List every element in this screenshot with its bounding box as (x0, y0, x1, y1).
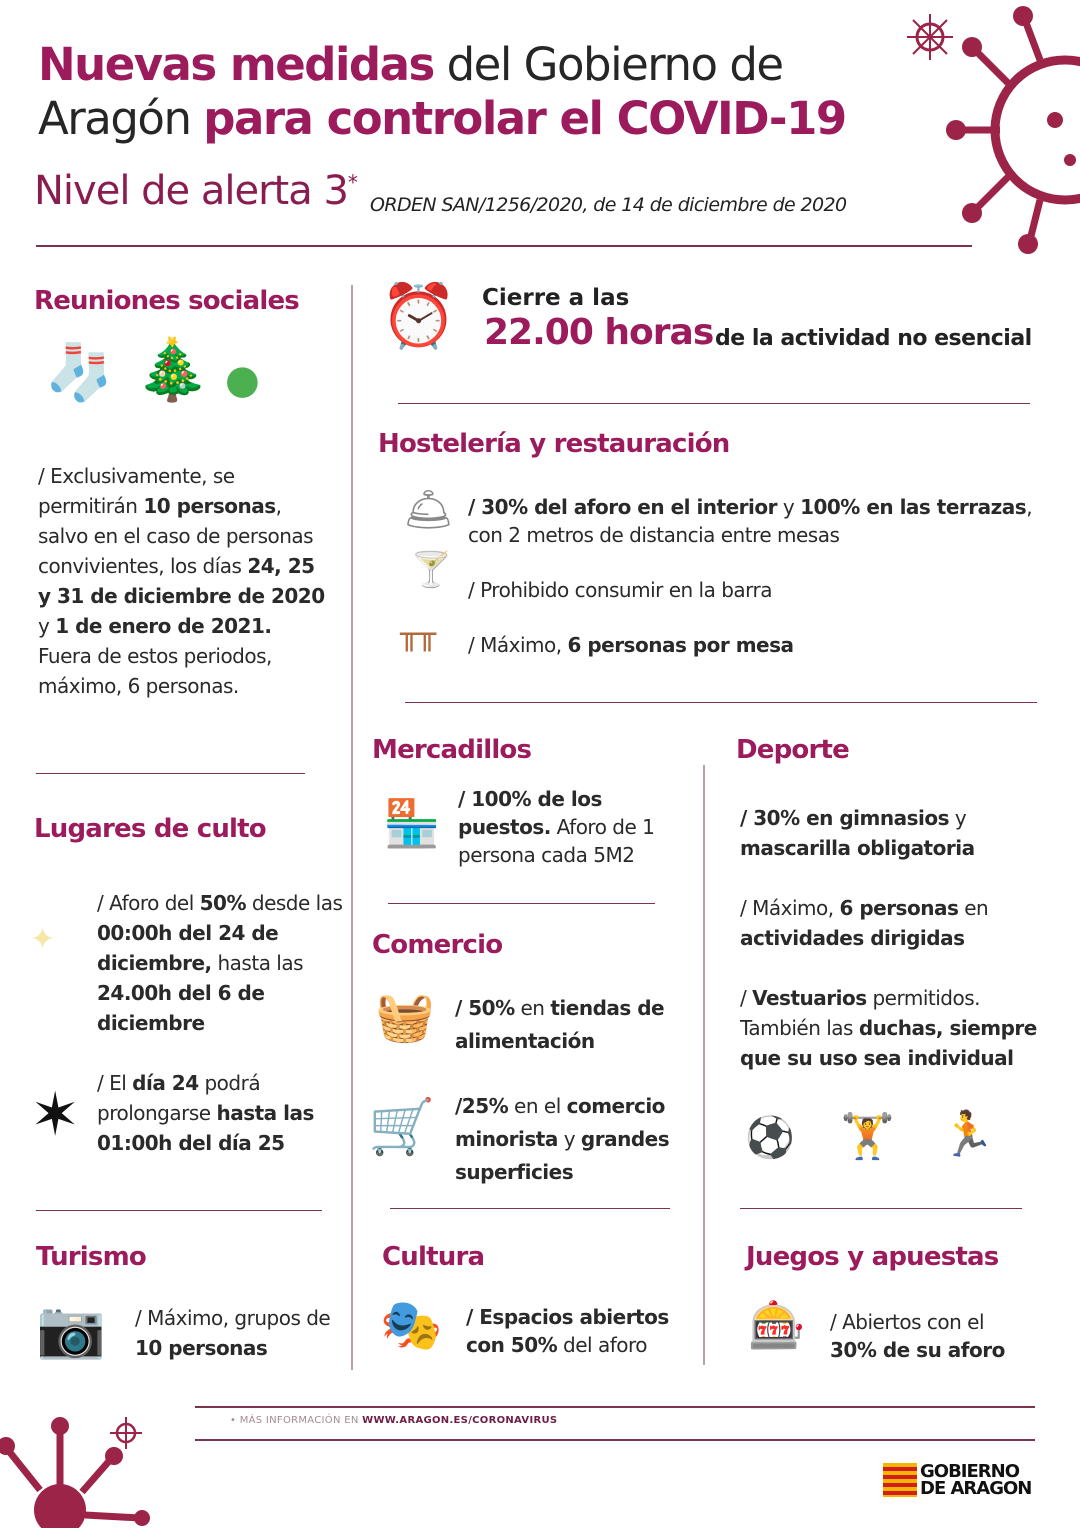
divider (398, 403, 1030, 404)
ornaments-icon: ● (225, 357, 260, 403)
closing-time: 22.00 horas (484, 312, 714, 353)
text-segment: Vestuarios (752, 986, 867, 1010)
divider (195, 1406, 1035, 1408)
aragon-flag-icon (883, 1463, 917, 1497)
culto-item-2 (97, 1068, 337, 1158)
text-segment: permitidos. También las (740, 986, 980, 1040)
section-title-cultura: Cultura (382, 1242, 485, 1272)
divider (390, 1208, 670, 1209)
text-segment: en (958, 896, 989, 920)
divider (388, 903, 655, 904)
divider (740, 1208, 1022, 1209)
text-segment: / (740, 986, 753, 1010)
text-segment: duchas, siempre que su uso sea individual (740, 1016, 1037, 1070)
more-info-link[interactable]: WWW.ARAGON.ES/CORONAVIRUS (362, 1415, 558, 1426)
text-segment: del Gobierno de (433, 38, 783, 91)
comercio-item-2 (455, 1090, 700, 1189)
section-title-turismo: Turismo (36, 1242, 146, 1272)
text-segment: en el (508, 1094, 567, 1118)
virus-icon (108, 1415, 144, 1451)
divider (195, 1439, 1035, 1441)
juegos-text (830, 1308, 1030, 1364)
text-segment: y (38, 614, 56, 638)
section-title-hosteleria: Hostelería y restauración (378, 429, 730, 459)
text-segment: 00:00h del 24 de diciembre, (97, 921, 279, 975)
virus-icon (905, 12, 955, 62)
section-title-reuniones: Reuniones sociales (34, 286, 299, 316)
shopping-cart-icon: 🛒 (368, 1095, 436, 1158)
text-segment: / Máximo, grupos de (135, 1306, 331, 1330)
text-segment: 1 de enero de 2021. (55, 614, 272, 638)
table-chairs-icon: ╥╥ (400, 617, 437, 652)
soccer-ball-icon: ⚽ (745, 1115, 795, 1161)
gobierno-aragon-logo (883, 1463, 1031, 1497)
sparkle-icon: ✦ (30, 922, 56, 957)
text-segment: / Máximo, (740, 896, 840, 920)
culto-item-1 (97, 888, 347, 1038)
virus-icon (940, 0, 1080, 260)
alarm-clock-icon: ⏰ (380, 279, 458, 352)
text-segment: del aforo (557, 1333, 647, 1357)
text-segment: hasta las 01:00h del día 25 (97, 1101, 314, 1155)
text-segment: , con 2 metros de distancia entre mesas (468, 495, 1033, 547)
cultura-text (466, 1303, 696, 1359)
closing-suffix: de la actividad no esencial (715, 326, 1032, 351)
closing-prefix: Cierre a las (482, 285, 630, 311)
theater-masks-icon: 🎭 (380, 1296, 443, 1354)
text-segment: 30% de su aforo (830, 1338, 1005, 1362)
text-segment: Fuera de estos periodos, máximo, 6 personas. (38, 644, 272, 698)
text-segment: para controlar el COVID-19 (203, 92, 846, 145)
alert-footnote-mark: * (347, 170, 357, 195)
section-title-mercadillos: Mercadillos (372, 735, 532, 765)
text-segment: 50% (199, 891, 247, 915)
text-segment: / El (97, 1071, 133, 1095)
text-segment: / 30% en gimnasios (740, 806, 950, 830)
divider (405, 702, 1037, 703)
text-segment: comercio minorista (455, 1094, 665, 1151)
casino-chips-icon: 🎰 (748, 1298, 806, 1352)
text-segment: mascarilla obligatoria (740, 836, 975, 860)
star-icon: ✶ (30, 1080, 81, 1150)
page-title-line-2 (38, 92, 846, 146)
mercadillos-text (458, 785, 683, 869)
text-segment: /25% (455, 1094, 509, 1118)
text-segment: y (557, 1127, 581, 1151)
hosteleria-item-3 (468, 630, 794, 660)
text-segment: / Aforo del (97, 891, 200, 915)
divider (36, 245, 972, 247)
text-segment: tiendas de alimentación (455, 996, 665, 1053)
text-segment: 100% en las terrazas (800, 495, 1027, 519)
hosteleria-item-1 (468, 493, 1038, 549)
text-segment: / Prohibido consumir en la barra (468, 578, 773, 602)
section-title-culto: Lugares de culto (34, 814, 266, 844)
text-segment: / 100% de los puestos. (458, 787, 602, 839)
comercio-item-1 (455, 992, 695, 1058)
order-reference: ORDEN SAN/1256/2020, de 14 de diciembre de 2020 (370, 194, 847, 216)
section-title-deporte: Deporte (736, 735, 849, 765)
text-segment: , salvo en el caso de personas convivientes, los días (38, 494, 314, 578)
reuniones-text (38, 461, 328, 701)
cloche-icon: 🛎 (403, 487, 454, 533)
logo-line-1: GOBIERNO (920, 1461, 1020, 1482)
divider (36, 773, 305, 774)
text-segment: actividades dirigidas (740, 926, 965, 950)
text-segment: / Máximo, (468, 633, 568, 657)
text-segment: y (949, 806, 967, 830)
text-segment: 24, 25 y 31 de diciembre de 2020 (38, 554, 325, 608)
text-segment: / Espacios abiertos con 50% (466, 1305, 669, 1357)
alert-level-text: Nivel de alerta 3 (34, 168, 348, 214)
text-segment: desde las (246, 891, 343, 915)
runner-icon: 🏃 (940, 1109, 995, 1160)
text-segment: 6 personas por mesa (567, 633, 794, 657)
logo-line-2: DE ARAGON (920, 1478, 1032, 1499)
text-segment: día 24 (132, 1071, 199, 1095)
camera-icon: 📷 (36, 1297, 106, 1362)
alert-level (34, 168, 357, 214)
weightlifter-icon: 🏋 (840, 1111, 895, 1162)
christmas-tree-icon: 🎄 (135, 335, 210, 405)
basket-icon: 🧺 (375, 989, 435, 1045)
divider (36, 1210, 322, 1211)
text-segment: grandes superficies (455, 1127, 670, 1184)
text-segment: en (514, 996, 551, 1020)
section-title-comercio: Comercio (372, 930, 503, 960)
section-title-juegos: Juegos y apuestas (746, 1242, 999, 1272)
text-segment: 24.00h del 6 de diciembre (97, 981, 265, 1035)
text-segment: podrá prolongarse (97, 1071, 261, 1125)
text-segment: / Exclusivamente, se permitirán (38, 464, 235, 518)
text-segment: Aragón (38, 92, 204, 145)
deporte-item-1 (740, 803, 1060, 863)
hosteleria-item-2 (468, 575, 772, 605)
text-segment: 10 personas (135, 1336, 268, 1360)
text-segment: / Abiertos con el (830, 1310, 985, 1334)
cocktail-icon: 🍸 (410, 550, 453, 590)
text-segment: 10 personas (143, 494, 276, 518)
text-segment: Aforo de 1 persona cada 5M2 (458, 815, 655, 867)
column-divider (703, 765, 705, 1365)
text-segment: / 30% del aforo en el interior (468, 495, 777, 519)
deporte-item-3 (740, 983, 1060, 1073)
text-segment: Nuevas medidas (38, 38, 434, 91)
text-segment: y (777, 495, 801, 519)
deporte-item-2 (740, 893, 1060, 953)
turismo-text (135, 1303, 335, 1363)
stocking-icon: 🧦 (45, 340, 114, 404)
text-segment: 6 personas (839, 896, 959, 920)
text-segment: hasta las (211, 951, 304, 975)
page-title-line-1 (38, 38, 783, 92)
more-info-label: MÁS INFORMACIÓN EN (239, 1415, 363, 1426)
more-info: • MÁS INFORMACIÓN EN WWW.ARAGON.ES/CORONAVIRUS (230, 1415, 558, 1426)
column-divider (351, 285, 353, 1370)
market-stall-icon: 🏪 (383, 796, 441, 850)
text-segment: / 50% (455, 996, 515, 1020)
